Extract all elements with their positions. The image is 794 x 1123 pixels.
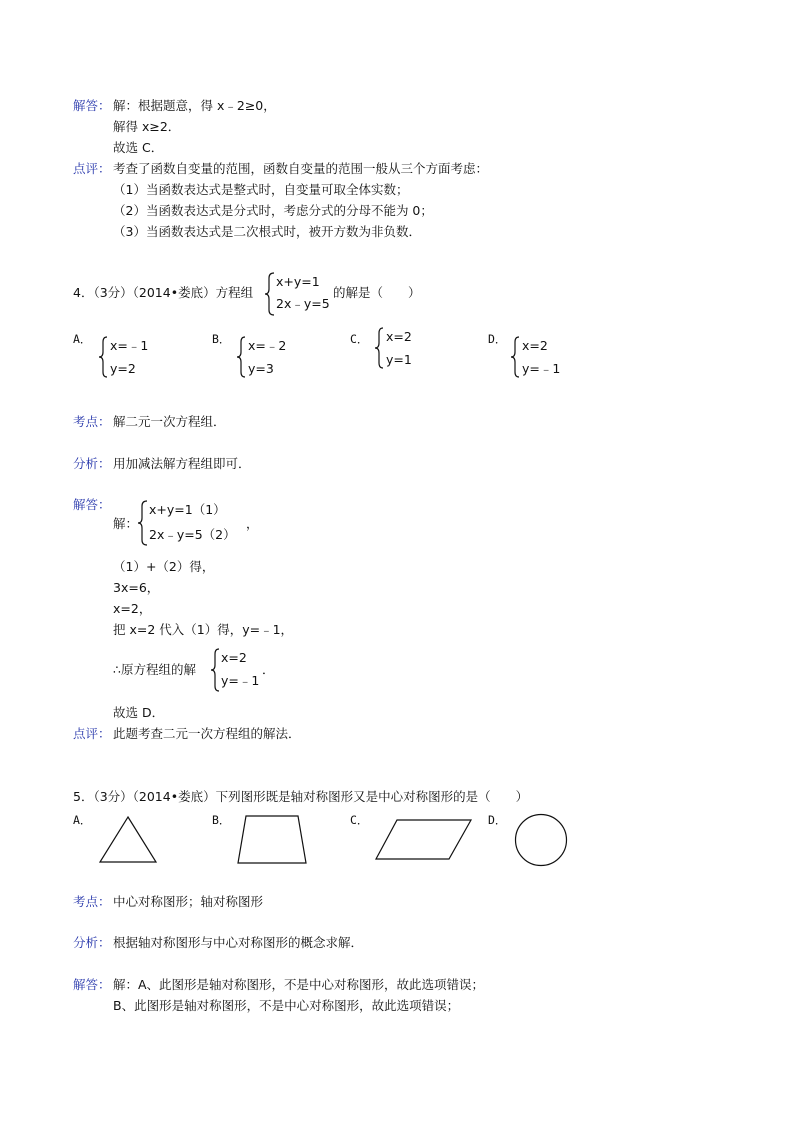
solution-step: x=2， bbox=[113, 601, 152, 616]
solution-system-row: 2x﹣y=5（2） bbox=[149, 527, 236, 542]
solution-prefix: 解： bbox=[113, 516, 139, 531]
option-b-row: y=3 bbox=[248, 361, 274, 376]
option-b-letter: B． bbox=[212, 332, 231, 346]
trapezoid-icon bbox=[236, 814, 308, 866]
option-c-row: y=1 bbox=[386, 352, 412, 367]
result-row: y=﹣1 bbox=[221, 673, 260, 688]
choose-line: 故选 D． bbox=[113, 705, 165, 720]
analysis-label: 分析： bbox=[73, 935, 111, 950]
option-d-letter: D． bbox=[488, 813, 507, 827]
option-a-row: y=2 bbox=[110, 361, 136, 376]
comment-text: 此题考查二元一次方程组的解法． bbox=[113, 726, 301, 741]
brace-icon bbox=[374, 327, 384, 369]
option-c-letter: C． bbox=[350, 813, 369, 827]
option-a-letter: A． bbox=[73, 813, 92, 827]
option-d-letter: D． bbox=[488, 332, 507, 346]
solution-step: 3x=6， bbox=[113, 580, 160, 595]
q4-stem-suffix: 的解是（ ） bbox=[333, 285, 421, 300]
q4-stem: 4．（3分）（2014•娄底）方程组 bbox=[73, 285, 254, 300]
analysis-label: 分析： bbox=[73, 456, 111, 471]
answer-line: B、此图形是轴对称图形，不是中心对称图形，故此选项错误； bbox=[113, 998, 460, 1013]
comment-label: 点评： bbox=[73, 161, 111, 176]
result-prefix: ∴原方程组的解 bbox=[113, 662, 196, 677]
answer-label: 解答： bbox=[73, 977, 111, 992]
solution-system-row: x+y=1（1） bbox=[149, 502, 226, 517]
parallelogram-icon bbox=[375, 818, 473, 862]
brace-icon bbox=[98, 336, 108, 378]
option-a-letter: A． bbox=[73, 332, 92, 346]
solution-step: （1）+（2）得， bbox=[113, 559, 215, 574]
brace-icon bbox=[210, 648, 220, 692]
brace-icon bbox=[264, 272, 276, 316]
answer-label: 解答： bbox=[73, 497, 111, 512]
comment-label: 点评： bbox=[73, 726, 111, 741]
point-text: 中心对称图形；轴对称图形 bbox=[113, 894, 264, 909]
answer-line: 解：根据题意，得 x﹣2≥0， bbox=[113, 98, 276, 113]
answer-line: 解：A、此图形是轴对称图形，不是中心对称图形，故此选项错误； bbox=[113, 977, 485, 992]
option-b-letter: B． bbox=[212, 813, 231, 827]
answer-line: 故选 C． bbox=[113, 140, 164, 155]
option-d-row: x=2 bbox=[522, 338, 548, 353]
option-c-row: x=2 bbox=[386, 329, 412, 344]
solution-step: 把 x=2 代入（1）得，y=﹣1， bbox=[113, 622, 294, 637]
point-text: 解二元一次方程组． bbox=[113, 414, 226, 429]
comment-line: 考查了函数自变量的范围，函数自变量的范围一般从三个方面考虑： bbox=[113, 161, 489, 176]
answer-label: 解答： bbox=[73, 98, 111, 113]
q4-system-row: 2x﹣y=5 bbox=[276, 296, 330, 311]
q4-system-row: x+y=1 bbox=[276, 274, 320, 289]
q5-stem: 5．（3分）（2014•娄底）下列图形既是轴对称图形又是中心对称图形的是（ ） bbox=[73, 789, 529, 804]
point-label: 考点： bbox=[73, 894, 111, 909]
analysis-text: 用加减法解方程组即可． bbox=[113, 456, 251, 471]
analysis-text: 根据轴对称图形与中心对称图形的概念求解． bbox=[113, 935, 364, 950]
comment-line: （1）当函数表达式是整式时，自变量可取全体实数； bbox=[113, 182, 409, 197]
triangle-icon bbox=[99, 815, 159, 865]
option-d-row: y=﹣1 bbox=[522, 361, 561, 376]
solution-comma: ， bbox=[246, 516, 259, 531]
brace-icon bbox=[137, 500, 149, 546]
brace-icon bbox=[510, 336, 520, 378]
comment-line: （3）当函数表达式是二次根式时，被开方数为非负数． bbox=[113, 224, 421, 239]
answer-line: 解得 x≥2． bbox=[113, 119, 181, 134]
brace-icon bbox=[236, 336, 246, 378]
result-row: x=2 bbox=[221, 650, 247, 665]
option-b-row: x=﹣2 bbox=[248, 338, 287, 353]
option-a-row: x=﹣1 bbox=[110, 338, 149, 353]
comment-line: （2）当函数表达式是分式时，考虑分式的分母不能为 0； bbox=[113, 203, 433, 218]
circle-icon bbox=[514, 813, 568, 867]
point-label: 考点： bbox=[73, 414, 111, 429]
result-suffix: ． bbox=[262, 662, 275, 677]
option-c-letter: C． bbox=[350, 332, 369, 346]
